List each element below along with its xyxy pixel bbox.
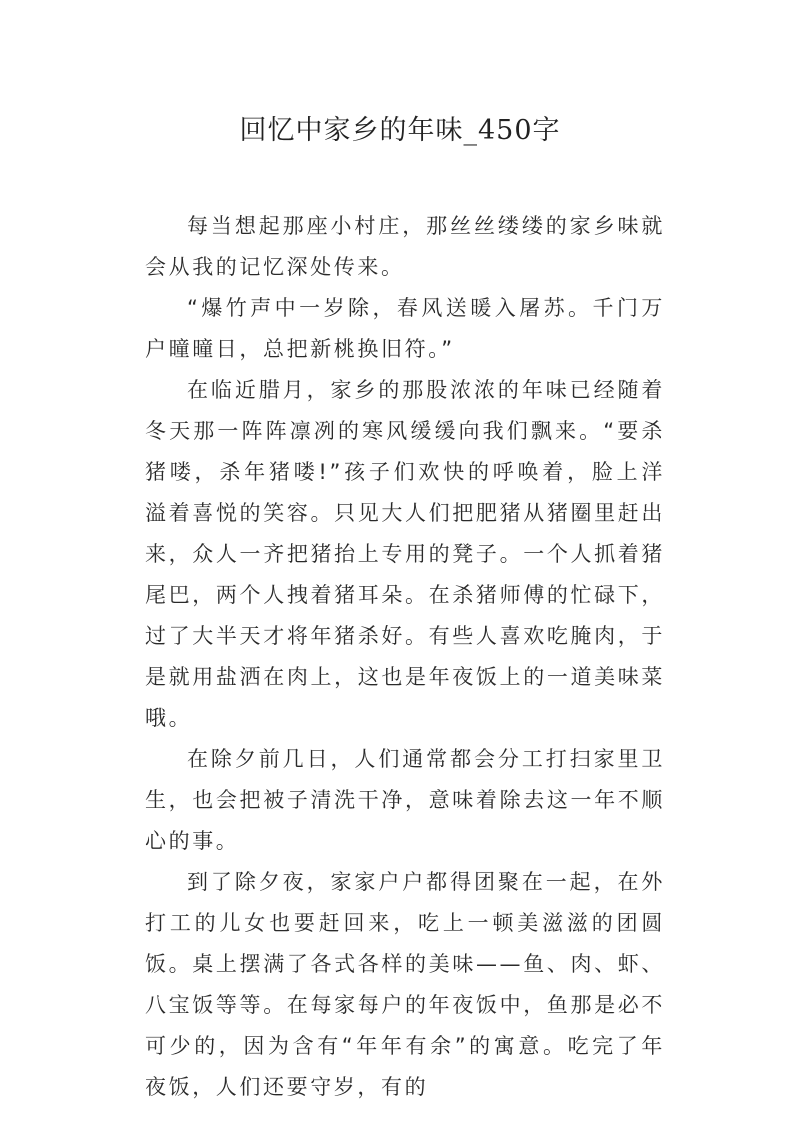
document-title: 回忆中家乡的年味_450字 [239, 115, 561, 146]
paragraph: 在除夕前几日，人们通常都会分工打扫家里卫生，也会把被子清洗干净，意味着除去这一年不顺心的事。 [145, 747, 665, 853]
paragraph: “爆竹声中一岁除，春风送暖入屠苏。千门万户曈曈日，总把新桃换旧符。” [145, 296, 665, 361]
paragraph: 在临近腊月，家乡的那股浓浓的年味已经随着冬天那一阵阵凛冽的寒风缓缓向我们飘来。“要杀猪喽，杀年猪喽!”孩子们欢快的呼唤着，脸上洋溢着喜悦的笑容。只见大人们把肥猪从猪圈里赶出来，众人一齐把猪抬上专用的凳子。一个人抓着猪尾巴，两个人拽着猪耳朵。在杀猪师傅的忙碌下，过了大半天才将年猪杀好。有些人喜欢吃腌肉，于是就用盐洒在肉上，这也是年夜饭上的一道美味菜哦。 [145, 378, 665, 730]
paragraph: 到了除夕夜，家家户户都得团聚在一起，在外打工的儿女也要赶回来，吃上一顿美滋滋的团圆饭。桌上摆满了各式各样的美味——鱼、肉、虾、八宝饭等等。在每家每户的年夜饭中，鱼那是必不可少的，因为含有“年年有余”的寓意。吃完了年夜饭，人们还要守岁，有的 [145, 870, 665, 1099]
paragraph: 每当想起那座小村庄，那丝丝缕缕的家乡味就会从我的记忆深处传来。 [145, 214, 665, 279]
document-body [145, 206, 665, 1108]
